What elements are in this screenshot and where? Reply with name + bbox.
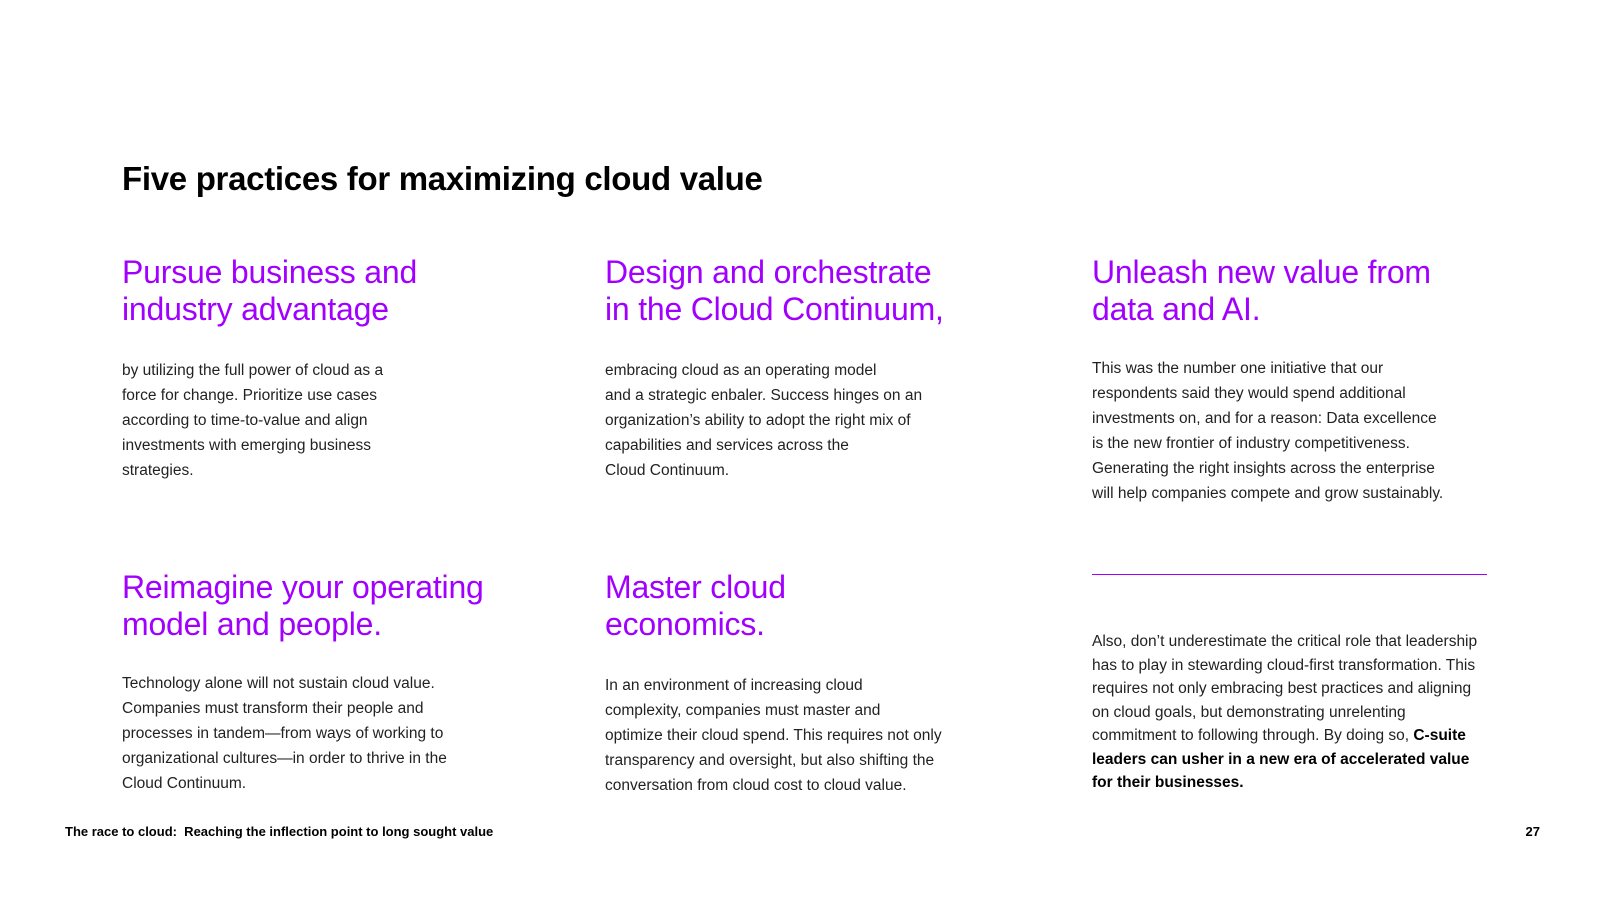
- practice-heading: Pursue business and industry advantage: [122, 254, 418, 327]
- closing-emphasis: C-suite leaders can usher in a new era of accelerated value for their businesses.: [1092, 727, 1470, 791]
- practice-body: This was the number one initiative that our respondents said they would spend additional investments on, and for a reason: Data excellence is the new frontier of industry competitiveness. Generating the right insights across the enterprise will help companies compete and grow sustainably.: [1092, 360, 1444, 502]
- page-title: Five practices for maximizing cloud value: [122, 160, 763, 197]
- practice-heading: Unleash new value from data and AI.: [1092, 254, 1431, 327]
- section-divider: [1092, 574, 1487, 575]
- practice-heading: Design and orchestrate in the Cloud Continuum,: [605, 254, 944, 327]
- practice-heading: Reimagine your operating model and people.: [122, 569, 484, 642]
- page-number: 27: [1525, 824, 1540, 839]
- practice-body: embracing cloud as an operating model and a strategic enbaler. Success hinges on an organization’s ability to adopt the right mix of capabilities and services across the Cloud Continuum.: [605, 362, 923, 479]
- practice-body: Technology alone will not sustain cloud value. Companies must transform their people and processes in tandem—from ways of working to organizational cultures—in order to thrive in the Cloud Continuum.: [122, 675, 447, 792]
- practice-cloud-continuum: [605, 254, 1025, 483]
- practice-heading: Master cloud economics.: [605, 569, 786, 642]
- closing-text: Also, don’t underestimate the critical role that leadership has to play in stewarding cloud-first transformation. This requires not only embracing best practices and aligning on cloud goals, but demonstrating unrelenting commitment to following through. By doing so,: [1092, 633, 1478, 744]
- practice-body: In an environment of increasing cloud complexity, companies must master and optimize their cloud spend. This requires not only transparency and oversight, but also shifting the conversation from cloud cost to cloud value.: [605, 677, 942, 794]
- practice-data-ai: [1092, 254, 1512, 506]
- practice-operating-model: [122, 569, 562, 796]
- practice-body: by utilizing the full power of cloud as a force for change. Prioritize use cases according to time-to-value and align investments with emerging business strategies.: [122, 362, 384, 479]
- footer-report-title: The race to cloud: Reaching the inflection point to long sought value: [65, 824, 494, 839]
- practice-business-advantage: [122, 254, 542, 483]
- practice-cloud-economics: [605, 569, 1025, 798]
- closing-paragraph: [1092, 630, 1492, 795]
